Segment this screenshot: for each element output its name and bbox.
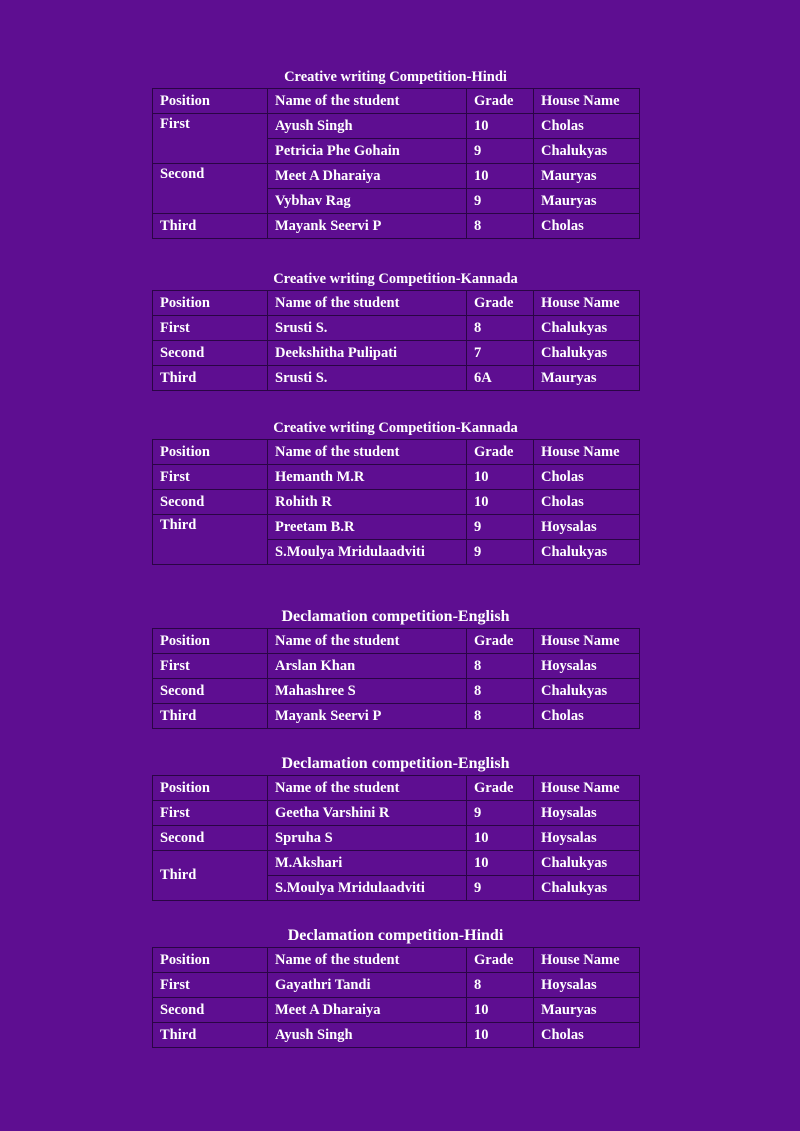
cell-grade: 10 [467, 851, 534, 876]
cell-name: Mayank Seervi P [268, 704, 467, 729]
cell-house: Chalukyas [534, 679, 640, 704]
header-position: Position [153, 776, 268, 801]
cell-position: First [153, 465, 268, 490]
cell-grade: 8 [467, 316, 534, 341]
header-name: Name of the student [268, 948, 467, 973]
cell-name: Mahashree S [268, 679, 467, 704]
header-position: Position [153, 629, 268, 654]
results-section-english-declamation-2 [152, 755, 639, 901]
cell-name: Srusti S. [268, 316, 467, 341]
section-title: Declamation competition-English [281, 755, 510, 772]
table-row [153, 826, 640, 851]
cell-grade: 9 [467, 189, 534, 214]
cell-grade: 9 [467, 540, 534, 565]
cell-name: Mayank Seervi P [268, 214, 467, 239]
cell-position: Second [153, 679, 268, 704]
results-table [152, 775, 640, 901]
cell-position: Third [153, 851, 268, 901]
header-grade: Grade [467, 948, 534, 973]
cell-name: Petricia Phe Gohain [268, 139, 467, 164]
table-row [153, 366, 640, 391]
cell-position: Second [153, 998, 268, 1023]
cell-name: Rohith R [268, 490, 467, 515]
cell-house: Hoysalas [534, 654, 640, 679]
table-row [153, 214, 640, 239]
table-header-row [153, 948, 640, 973]
section-title: Declamation competition-English [281, 608, 510, 625]
results-table [152, 290, 640, 391]
cell-name: Srusti S. [268, 366, 467, 391]
cell-house: Mauryas [534, 366, 640, 391]
table-row [153, 704, 640, 729]
table-row [153, 851, 640, 876]
cell-grade: 10 [467, 826, 534, 851]
header-grade: Grade [467, 440, 534, 465]
cell-grade: 10 [467, 465, 534, 490]
header-grade: Grade [467, 629, 534, 654]
cell-house: Chalukyas [534, 876, 640, 901]
results-table [152, 439, 640, 565]
table-header-row [153, 776, 640, 801]
cell-position: First [153, 316, 268, 341]
cell-name: Vybhav Rag [268, 189, 467, 214]
table-row [153, 515, 640, 540]
cell-house: Cholas [534, 465, 640, 490]
cell-name: Arslan Khan [268, 654, 467, 679]
cell-grade: 9 [467, 876, 534, 901]
cell-house: Hoysalas [534, 973, 640, 998]
header-name: Name of the student [268, 440, 467, 465]
header-name: Name of the student [268, 629, 467, 654]
results-section-kannada-creative-1 [152, 270, 639, 391]
table-header-row [153, 629, 640, 654]
table-header-row [153, 89, 640, 114]
results-section-hindi-creative [152, 68, 639, 239]
cell-position: First [153, 654, 268, 679]
cell-house: Chalukyas [534, 341, 640, 366]
header-grade: Grade [467, 776, 534, 801]
table-row [153, 998, 640, 1023]
cell-grade: 10 [467, 114, 534, 139]
table-row [153, 973, 640, 998]
header-grade: Grade [467, 89, 534, 114]
cell-grade: 10 [467, 164, 534, 189]
cell-grade: 9 [467, 139, 534, 164]
results-section-english-declamation-1 [152, 608, 639, 729]
table-row [153, 1023, 640, 1048]
header-name: Name of the student [268, 291, 467, 316]
cell-grade: 10 [467, 998, 534, 1023]
cell-house: Cholas [534, 214, 640, 239]
cell-position: Third [153, 214, 268, 239]
cell-name: Meet A Dharaiya [268, 998, 467, 1023]
cell-grade: 8 [467, 679, 534, 704]
cell-house: Mauryas [534, 189, 640, 214]
cell-name: Ayush Singh [268, 1023, 467, 1048]
cell-grade: 8 [467, 654, 534, 679]
header-position: Position [153, 291, 268, 316]
cell-position: Third [153, 704, 268, 729]
cell-house: Hoysalas [534, 515, 640, 540]
results-section-hindi-declamation [152, 927, 639, 1048]
cell-grade: 8 [467, 214, 534, 239]
cell-house: Cholas [534, 114, 640, 139]
cell-house: Hoysalas [534, 801, 640, 826]
cell-position: Second [153, 826, 268, 851]
cell-name: Meet A Dharaiya [268, 164, 467, 189]
cell-house: Cholas [534, 490, 640, 515]
cell-house: Cholas [534, 1023, 640, 1048]
table-header-row [153, 291, 640, 316]
cell-grade: 8 [467, 973, 534, 998]
table-row [153, 679, 640, 704]
cell-position: Second [153, 164, 268, 214]
cell-name: S.Moulya Mridulaadviti [268, 540, 467, 565]
header-grade: Grade [467, 291, 534, 316]
header-name: Name of the student [268, 89, 467, 114]
cell-position: Second [153, 341, 268, 366]
cell-house: Mauryas [534, 164, 640, 189]
results-table [152, 628, 640, 729]
cell-position: Third [153, 1023, 268, 1048]
section-title: Creative writing Competition-Hindi [284, 69, 507, 85]
cell-grade: 8 [467, 704, 534, 729]
results-section-kannada-creative-2 [152, 419, 639, 565]
results-table [152, 947, 640, 1048]
header-name: Name of the student [268, 776, 467, 801]
table-row [153, 490, 640, 515]
cell-name: M.Akshari [268, 851, 467, 876]
cell-name: Gayathri Tandi [268, 973, 467, 998]
header-house: House Name [534, 440, 640, 465]
section-title: Declamation competition-Hindi [287, 927, 504, 944]
header-house: House Name [534, 776, 640, 801]
cell-house: Chalukyas [534, 851, 640, 876]
table-row [153, 801, 640, 826]
header-house: House Name [534, 89, 640, 114]
cell-grade: 10 [467, 490, 534, 515]
cell-house: Cholas [534, 704, 640, 729]
section-title: Creative writing Competition-Kannada [273, 420, 518, 436]
table-row [153, 341, 640, 366]
cell-house: Hoysalas [534, 826, 640, 851]
cell-position: Third [153, 366, 268, 391]
header-house: House Name [534, 629, 640, 654]
cell-name: Preetam B.R [268, 515, 467, 540]
cell-name: Deekshitha Pulipati [268, 341, 467, 366]
cell-position: First [153, 114, 268, 164]
cell-grade: 9 [467, 801, 534, 826]
section-title: Creative writing Competition-Kannada [273, 271, 518, 287]
table-row [153, 114, 640, 139]
cell-name: Ayush Singh [268, 114, 467, 139]
cell-house: Chalukyas [534, 540, 640, 565]
cell-house: Chalukyas [534, 316, 640, 341]
cell-position: Third [153, 515, 268, 565]
cell-name: S.Moulya Mridulaadviti [268, 876, 467, 901]
header-position: Position [153, 89, 268, 114]
header-position: Position [153, 948, 268, 973]
table-row [153, 316, 640, 341]
header-position: Position [153, 440, 268, 465]
header-house: House Name [534, 291, 640, 316]
table-row [153, 164, 640, 189]
cell-grade: 7 [467, 341, 534, 366]
cell-position: First [153, 801, 268, 826]
table-row [153, 465, 640, 490]
cell-grade: 9 [467, 515, 534, 540]
cell-position: Second [153, 490, 268, 515]
cell-position: First [153, 973, 268, 998]
cell-grade: 10 [467, 1023, 534, 1048]
cell-name: Geetha Varshini R [268, 801, 467, 826]
table-header-row [153, 440, 640, 465]
cell-house: Mauryas [534, 998, 640, 1023]
cell-grade: 6A [467, 366, 534, 391]
cell-name: Hemanth M.R [268, 465, 467, 490]
cell-name: Spruha S [268, 826, 467, 851]
results-table [152, 88, 640, 239]
cell-house: Chalukyas [534, 139, 640, 164]
table-row [153, 654, 640, 679]
header-house: House Name [534, 948, 640, 973]
